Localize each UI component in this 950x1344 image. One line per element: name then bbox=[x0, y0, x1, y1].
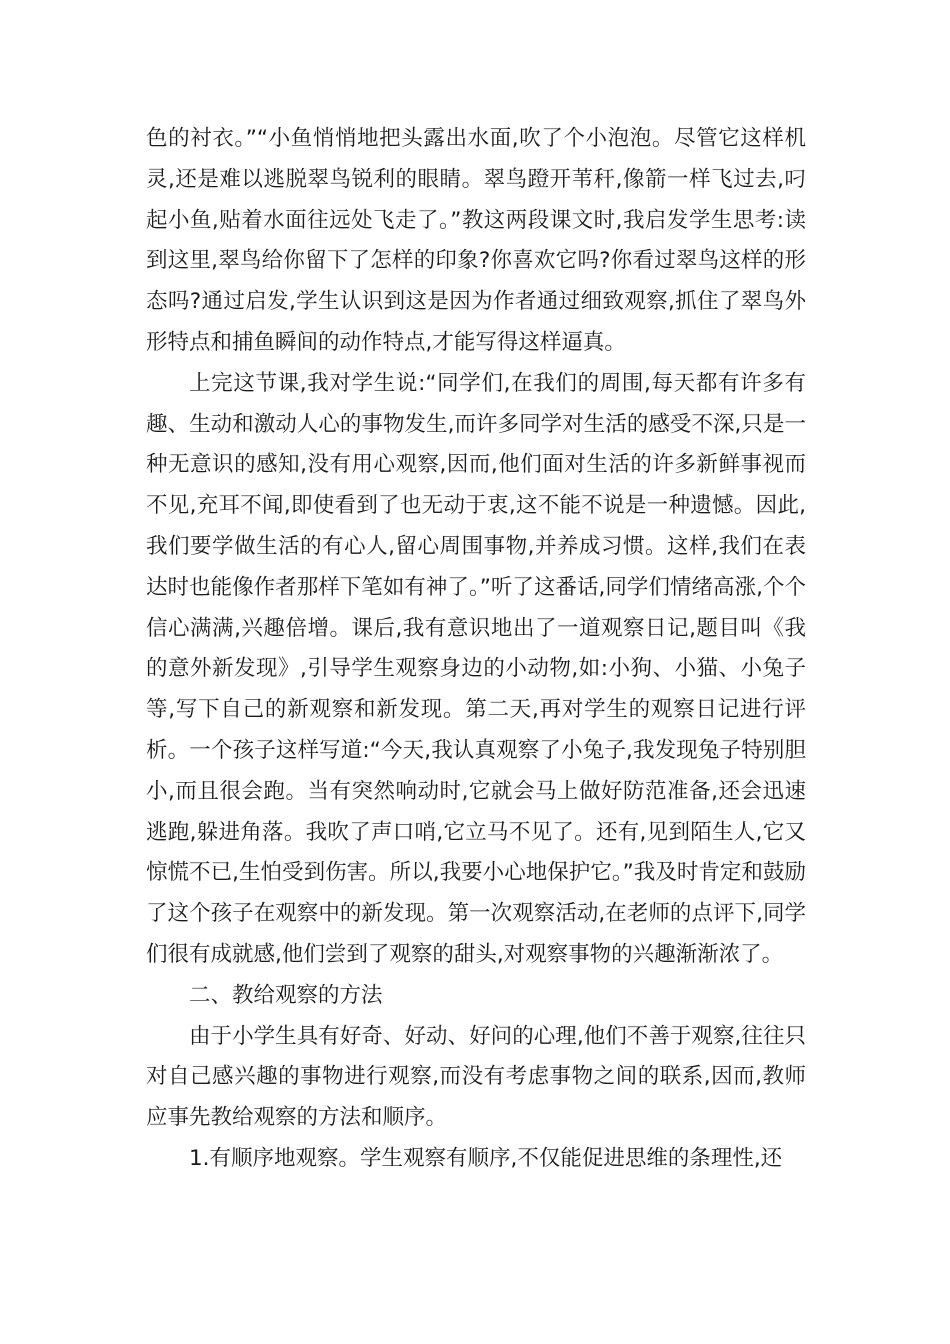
paragraph-continuation: 色的衬衣。”“小鱼悄悄地把头露出水面,吹了个小泡泡。尽管它这样机灵,还是难以逃脱翠鸟锐利的眼睛。翠鸟蹬开苇秆,像箭一样飞过去,叼起小鱼,贴着水面往远处飞走了。”教这两段课文时,我启发学生思考:读到这里,翠鸟给你留下了怎样的印象?你喜欢它吗?你看过翠鸟这样的形态吗?通过启发,学生认识到这是因为作者通过细致观察,抓住了翠鸟外形特点和捕鱼瞬间的动作特点,才能写得这样逼真。 bbox=[146, 126, 806, 355]
paragraph-after-lesson: 上完这节课,我对学生说:“同学们,在我们的周围,每天都有许多有趣、生动和激动人心的事物发生,而许多同学对生活的感受不深,只是一种无意识的感知,没有用心观察,因而,他们面对生活的许多新鲜事视而不见,充耳不闻,即使看到了也无动于衷,这不能不说是一种遗憾。因此,我们要学做生活的有心人,留心周围事物,并养成习惯。这样,我们在表达时也能像作者那样下笔如有神了。”听了这番话,同学们情绪高涨,个个信心满满,兴趣倍增。课后,我有意识地出了一道观察日记,题目叫《我的意外新发现》,引导学生观察身边的小动物,如:小狗、小猫、小兔子等,写下自己的新观察和新发现。第二天,再对学生的观察日记进行评析。一个孩子这样写道:“今天,我认真观察了小兔子,我发现兔子特别胆小,而且很会跑。当有突然响动时,它就会马上做好防范准备,还会迅速逃跑,躲进角落。我吹了声口哨,它立马不见了。还有,见到陌生人,它又惊慌不已,生怕受到伤害。所以,我要小心地保护它。”我及时肯定和鼓励了这个孩子在观察中的新发现。第一次观察活动,在老师的点评下,同学们很有成就感,他们尝到了观察的甜头,对观察事物的兴趣渐渐浓了。 bbox=[146, 370, 806, 967]
document-body bbox=[146, 119, 806, 1180]
paragraph-observation-method: 由于小学生具有好奇、好动、好问的心理,他们不善于观察,往往只对自己感兴趣的事物进行观察,而没有考虑事物之间的联系,因而,教师应事先教给观察的方法和顺序。 bbox=[146, 1023, 806, 1131]
paragraph-ordered-observation: 1.有顺序地观察。学生观察有顺序,不仅能促进思维的条理性,还 bbox=[189, 1145, 783, 1171]
section-heading: 二、教给观察的方法 bbox=[189, 982, 383, 1008]
